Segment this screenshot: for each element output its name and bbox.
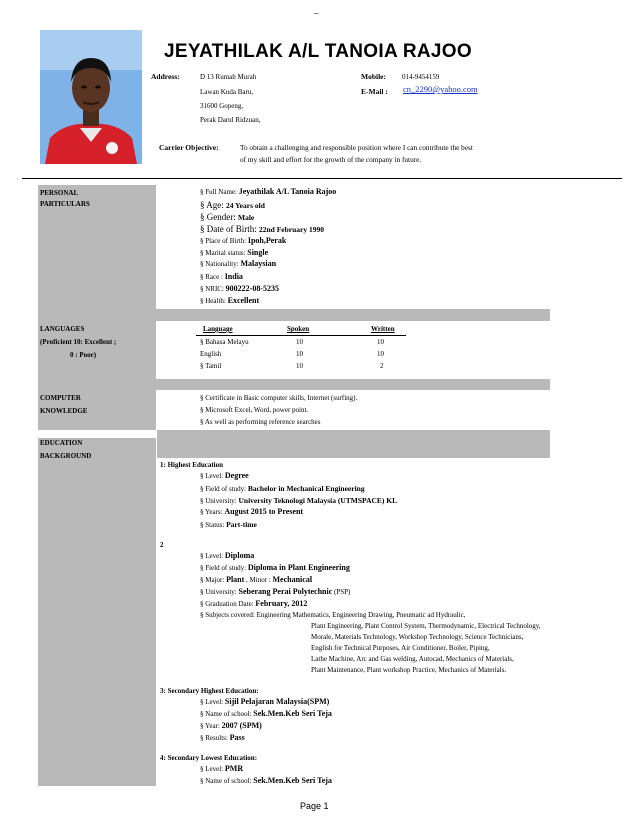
mobile-value: 014-9454159 [402,73,440,81]
separator-band [157,430,550,438]
address-line: Perak Darul Ridzuan, [200,116,261,124]
objective-line: To obtain a challenging and responsible position where I can contribute the best [240,143,473,152]
personal-item: § Marital status: Single [200,248,269,257]
address-label: Address: [151,72,180,81]
divider [22,178,622,179]
objective-label: Carrier Objective: [159,143,219,152]
personal-item: § Race : India [200,272,243,281]
education-heading: 2 [160,541,164,549]
separator-band [38,309,550,321]
section-title: COMPUTER [40,394,81,402]
language-written: 10 [377,350,384,358]
education-heading: 3: Secondary Highest Education: [160,687,259,695]
language-name: § Tamil [200,362,222,370]
personal-item: § Full Name: Jeyathilak A/L Tanoia Rajoo [200,187,337,196]
language-spoken: 10 [296,362,303,370]
page-footer: Page 1 [300,801,329,811]
profile-photo [40,30,142,164]
address-line: D 13 Rumah Murah [200,73,257,81]
language-name: § Bahasa Melayu [200,338,249,346]
subjects-line: Plant Maintenance, Plant workshop Practice, Mechanics of Materials. [311,666,507,674]
subjects-line: Plant Engineering, Plant Control System, Thermodynamic, Electrical Technology, [311,622,541,630]
email-link[interactable]: cn_2290@yahoo.com [403,84,478,94]
language-col-header: Language [203,325,233,333]
education-item: § University: University Teknologi Malaysia (UTMSPACE) KL [200,496,398,505]
education-item: § Years: August 2015 to Present [200,507,304,516]
personal-item: § Health: Excellent [200,296,260,305]
subjects-label: § Subjects covered: Engineering Mathematics, Engineering Drawing, Pneumatic ad Hydraulic, [200,611,466,619]
language-col-header: Spoken [287,325,310,333]
education-item: § Year: 2007 (SPM) [200,721,262,730]
education-item: § Field of study: Bachelor in Mechanical Engineering [200,484,365,493]
language-name: English [200,350,222,358]
personal-item: § Nationality: Malaysian [200,259,277,268]
language-col-header: Written [371,325,395,333]
section-title: KNOWLEDGE [40,407,88,415]
personal-item: § Date of Birth: 22nd February 1990 [200,224,325,234]
page-marker: – [314,8,319,18]
candidate-name: JEYATHILAK A/L TANOIA RAJOO [164,41,472,62]
separator-band [38,379,550,390]
section-label-band [38,438,156,786]
personal-item: § Age: 24 Years old [200,200,265,210]
education-heading: 4: Secondary Lowest Education: [160,754,258,762]
education-heading: 1: Highest Education [160,461,224,469]
computer-item: § Certificate in Basic computer skills, Internet (surfing). [200,394,358,402]
language-scale: (Proficient 10: Excellent ; [40,338,117,346]
language-spoken: 10 [296,350,303,358]
subjects-line: Morale, Materials Technology, Workshop Technology, Science Technicians, [311,633,524,641]
education-item: § Status: Part-time [200,520,257,529]
subjects-line: English for Technical Purposes, Air Conditioner, Boiler, Piping, [311,644,490,652]
mobile-label: Mobile: [361,72,386,81]
education-item: § Name of school: Sek.Men.Keb Seri Teja [200,709,332,718]
education-item: § Field of study: Diploma in Plant Engineering [200,563,350,572]
education-item: § Name of school: Sek.Men.Keb Seri Teja [200,776,332,785]
subjects-line: Lathe Machine, Arc and Gas welding, Autocad, Mechanics of Materials, [311,655,514,663]
section-title: EDUCATION [40,439,83,447]
address-line: Lawan Kuda Baru, [200,88,254,96]
section-title: PARTICULARS [40,200,90,208]
education-item: § Level: Sijil Pelajaran Malaysia(SPM) [200,697,330,706]
header-underline [196,335,406,336]
section-title: BACKGROUND [40,452,92,460]
education-item: § Graduation Date: February, 2012 [200,599,308,608]
computer-item: § As well as performing reference searches [200,418,321,426]
objective-line: of my skill and effort for the growth of the company in future. [240,155,422,164]
personal-item: § Gender: Male [200,212,255,222]
language-scale: 0 : Poor) [70,351,97,359]
portrait-image [40,30,142,164]
computer-item: § Microsoft Excel, Word, power point. [200,406,309,414]
education-item: § Results: Pass [200,733,245,742]
education-item: § Level: Diploma [200,551,255,560]
section-title: LANGUAGES [40,325,85,333]
separator-band [157,438,550,458]
language-written: 10 [377,338,384,346]
education-item: § University: Seberang Perai Polytechnic (PSP) [200,587,351,596]
education-item: § Level: PMR [200,764,244,773]
address-line: 31600 Gopeng, [200,102,244,110]
email-label: E-Mail : [361,87,388,96]
personal-item: § NRIC: 900222-08-5235 [200,284,279,293]
language-spoken: 10 [296,338,303,346]
education-item: § Major: Plant , Minor : Mechanical [200,575,313,584]
personal-item: § Place of Birth: Ipoh,Perak [200,236,287,245]
language-written: 2 [380,362,384,370]
section-title: PERSONAL [40,189,79,197]
education-item: § Level: Degree [200,471,249,480]
